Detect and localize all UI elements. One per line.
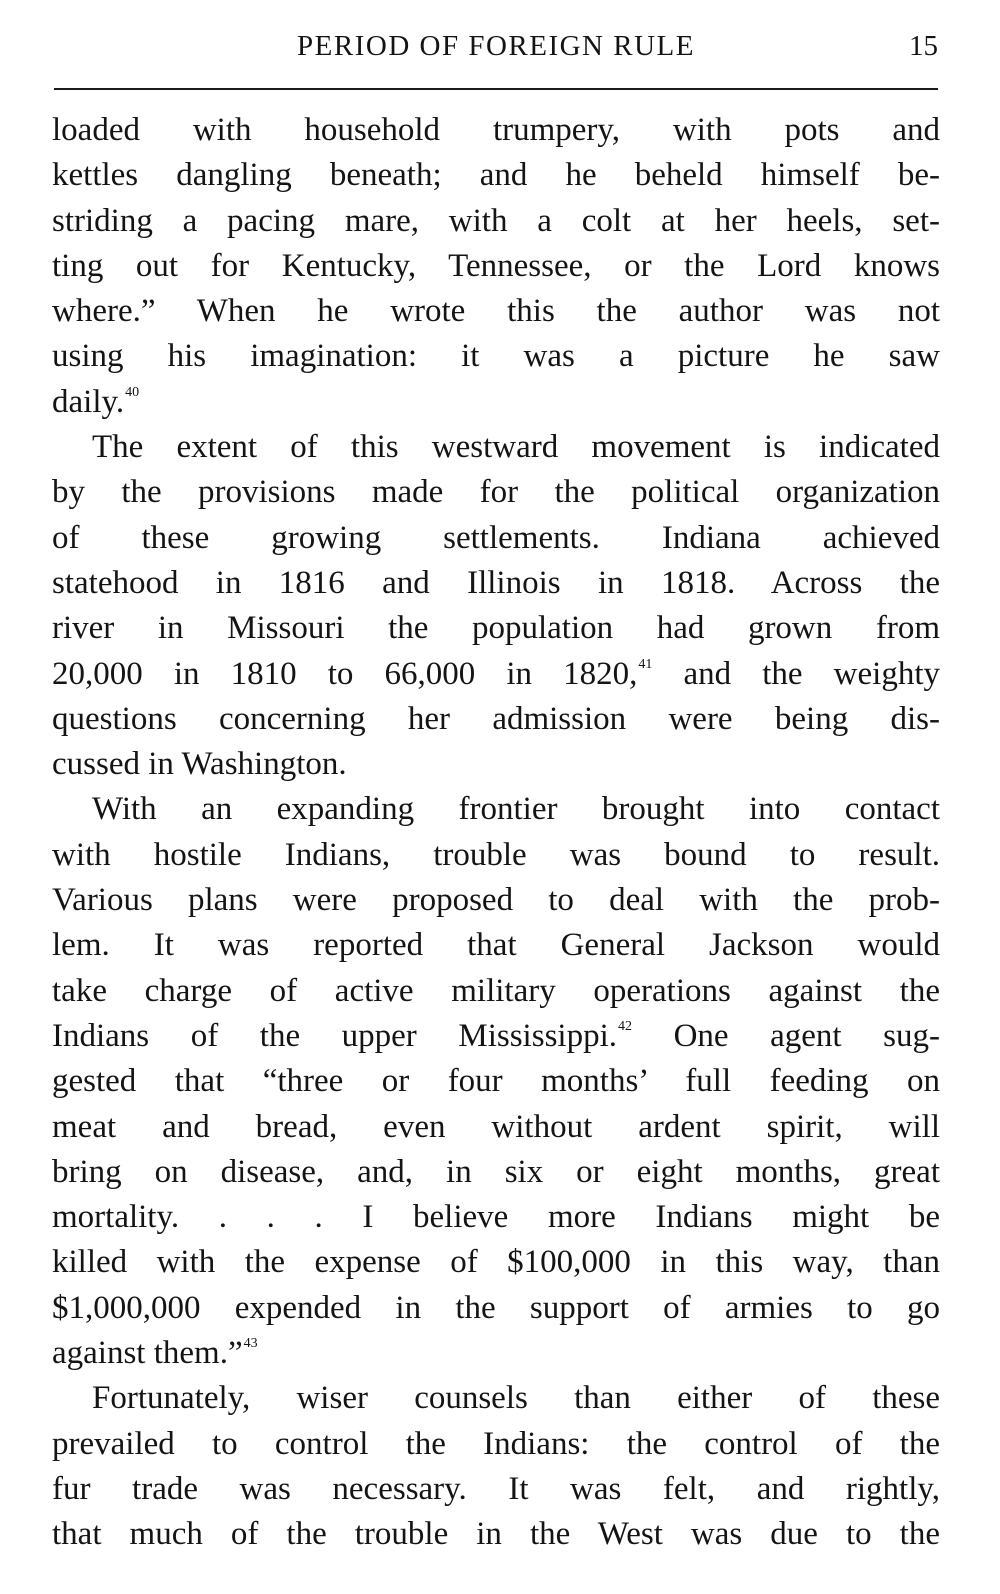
- text-line: [52, 289, 940, 334]
- text-line: [52, 1059, 940, 1104]
- line-text: take charge of active military operations against the: [52, 972, 940, 1009]
- text-line: [52, 1195, 940, 1240]
- line-text: $1,000,000 expended in the support of armies to go: [52, 1289, 940, 1326]
- header-rule: [54, 88, 938, 90]
- footnote-marker: 43: [243, 1336, 258, 1352]
- line-text: bring on disease, and, in six or eight months, great: [52, 1153, 940, 1190]
- text-line: [52, 697, 940, 742]
- line-text: by the provisions made for the political organization: [52, 474, 940, 511]
- line-text: ting out for Kentucky, Tennessee, or the Lord knows: [52, 247, 940, 284]
- line-text: that much of the trouble in the West was due to the: [52, 1516, 940, 1553]
- line-text: against them.”: [52, 1335, 243, 1372]
- line-text: killed with the expense of $100,000 in this way, than: [52, 1244, 940, 1281]
- line-text: river in Missouri the population had grown from: [52, 610, 940, 647]
- text-line: [52, 425, 940, 470]
- line-text: fur trade was necessary. It was felt, and rightly,: [52, 1470, 940, 1507]
- body-text: [52, 108, 940, 1558]
- line-text-tail: and the weighty: [652, 655, 940, 692]
- text-line: [52, 1240, 940, 1285]
- running-head: [54, 30, 938, 70]
- line-text: of these growing settlements. Indiana achieved: [52, 519, 940, 556]
- text-line: [52, 1376, 940, 1421]
- line-text: The extent of this westward movement is indicated: [92, 429, 940, 466]
- line-text-tail: One agent sug-: [632, 1017, 940, 1054]
- line-text: Various plans were proposed to deal with the prob-: [52, 882, 940, 919]
- text-line: [52, 606, 940, 651]
- text-line: [52, 1422, 940, 1467]
- line-text: prevailed to control the Indians: the control of the: [52, 1425, 940, 1462]
- text-line: [52, 742, 940, 787]
- line-text: mortality. . . . I believe more Indians might be: [52, 1199, 940, 1236]
- text-line: [52, 923, 940, 968]
- line-text: kettles dangling beneath; and he beheld himself be-: [52, 157, 940, 194]
- line-text: questions concerning her admission were being dis-: [52, 700, 940, 737]
- text-line: [52, 108, 940, 153]
- line-text: using his imagination: it was a picture he saw: [52, 338, 940, 375]
- line-text: daily.: [52, 383, 125, 420]
- line-text: Indians of the upper Mississippi.: [52, 1017, 617, 1054]
- text-line: [52, 833, 940, 878]
- text-line: [52, 878, 940, 923]
- text-line: [52, 969, 940, 1014]
- text-line: [52, 516, 940, 561]
- line-text: gested that “three or four months’ full feeding on: [52, 1063, 940, 1100]
- text-line: [52, 334, 940, 379]
- text-line: [52, 1512, 940, 1557]
- line-text: cussed in Washington.: [52, 746, 347, 783]
- line-text: where.” When he wrote this the author was not: [52, 293, 940, 330]
- text-line: [52, 199, 940, 244]
- footnote-marker: 42: [618, 1018, 632, 1034]
- line-text: 20,000 in 1810 to 66,000 in 1820,: [52, 655, 638, 692]
- line-text: loaded with household trumpery, with pots and: [52, 112, 940, 148]
- footnote-marker: 41: [638, 656, 653, 672]
- text-line: [52, 1467, 940, 1512]
- line-text: lem. It was reported that General Jackson would: [52, 927, 940, 964]
- text-line: [52, 1105, 940, 1150]
- footnote-marker: 40: [125, 384, 140, 400]
- text-line: [52, 561, 940, 606]
- text-line: [52, 787, 940, 832]
- text-line: [52, 1286, 940, 1331]
- line-text: statehood in 1816 and Illinois in 1818. Across the: [52, 564, 940, 601]
- text-line: [52, 380, 940, 425]
- text-line: [52, 1014, 940, 1059]
- line-text: with hostile Indians, trouble was bound to result.: [52, 836, 940, 873]
- text-line: [52, 1150, 940, 1195]
- line-text: striding a pacing mare, with a colt at her heels, set-: [52, 202, 940, 239]
- text-line: [52, 1331, 940, 1376]
- text-line: [52, 470, 940, 515]
- text-line: [52, 652, 940, 697]
- line-text: meat and bread, even without ardent spirit, will: [52, 1108, 940, 1145]
- text-line: [52, 244, 940, 289]
- running-title: PERIOD OF FOREIGN RULE: [297, 30, 695, 62]
- line-text: With an expanding frontier brought into contact: [92, 791, 940, 828]
- text-line: [52, 153, 940, 198]
- line-text: Fortunately, wiser counsels than either of these: [92, 1380, 940, 1417]
- page-number: 15: [909, 30, 938, 62]
